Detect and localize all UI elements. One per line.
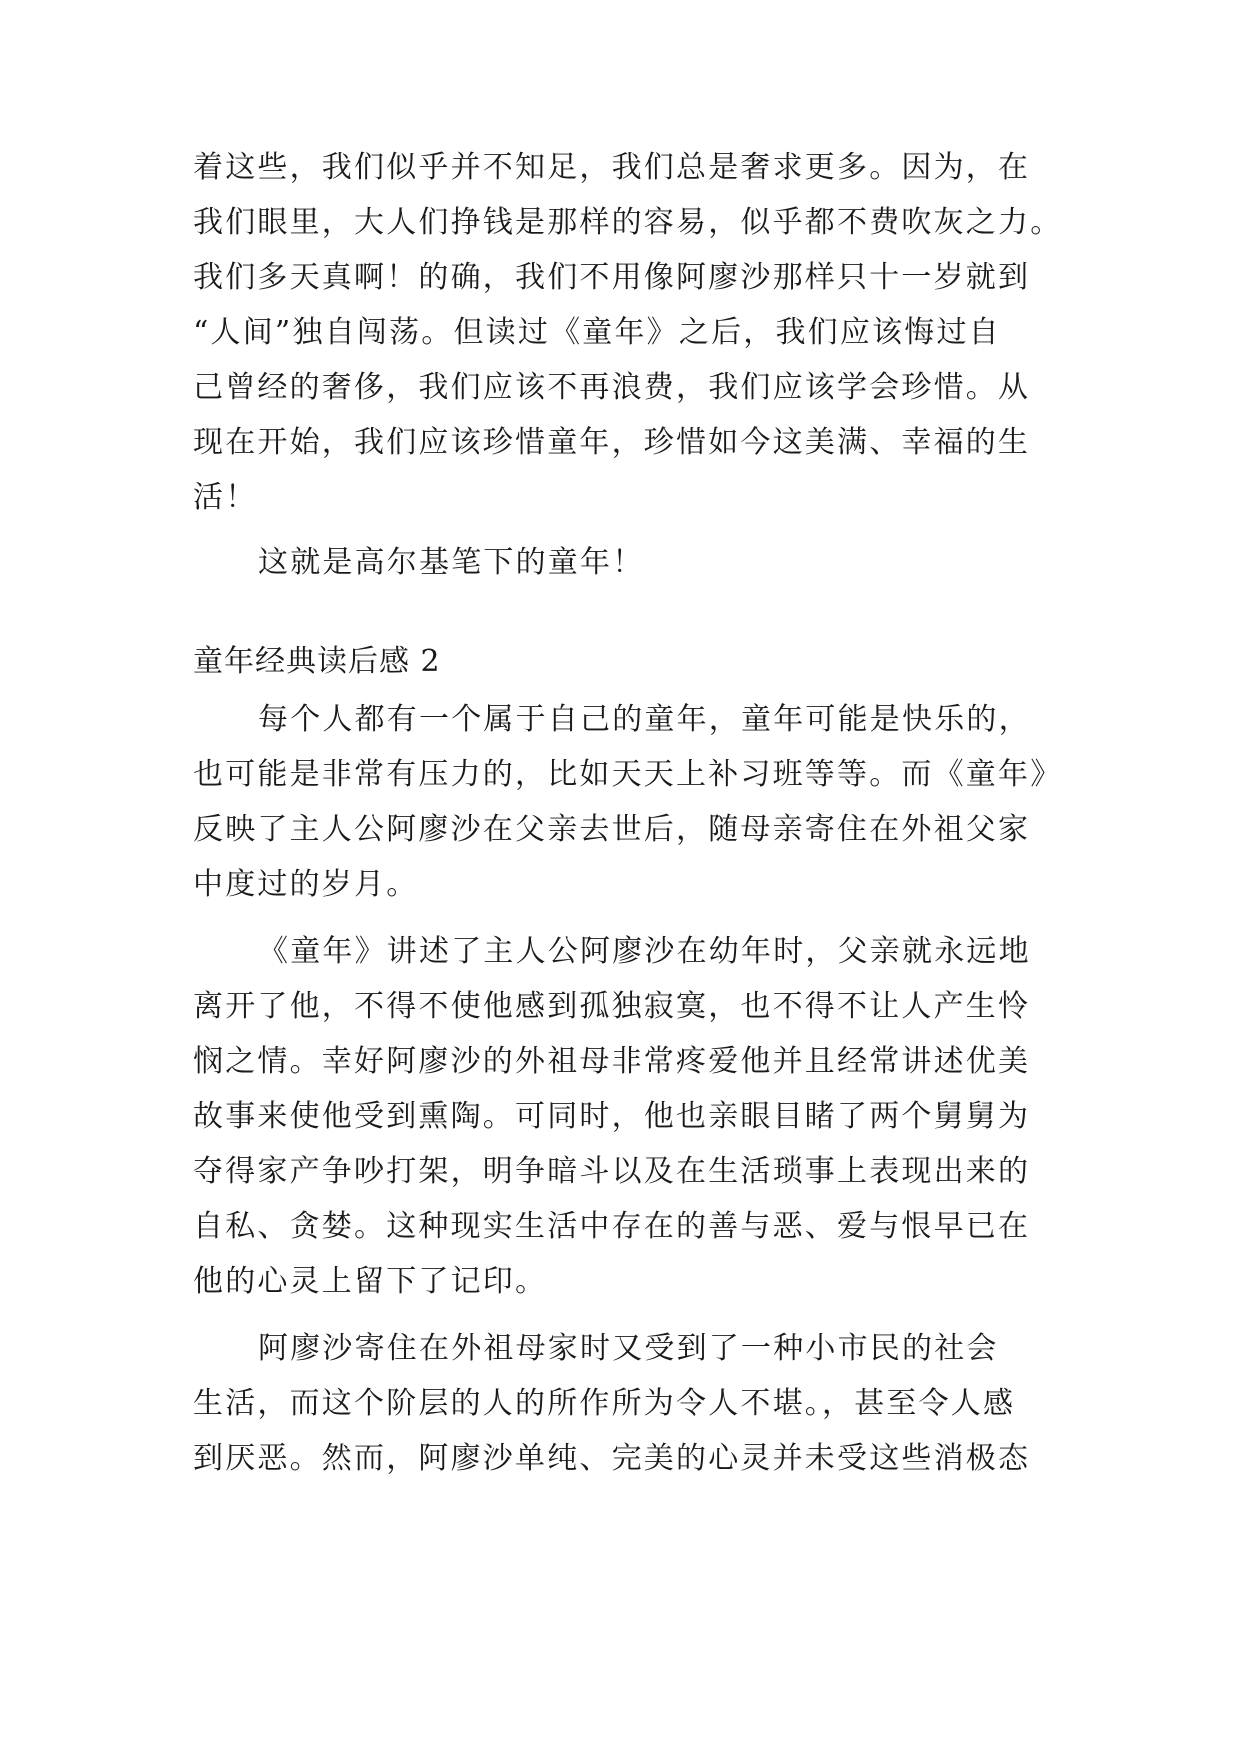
closing-line: 这就是高尔基笔下的童年！ [258, 545, 645, 580]
text-line: 中度过的岁月。 [193, 867, 419, 902]
text-line: 现在开始，我们应该珍惜童年，珍惜如今这美满、幸福的生 [193, 425, 1031, 460]
text-line: 悯之情。幸好阿廖沙的外祖母非常疼爱他并且经常讲述优美 [193, 1044, 1031, 1079]
text-line: 阿廖沙寄住在外祖母家时又受到了一种小市民的社会 [258, 1331, 999, 1366]
text-line: 我们多天真啊！的确，我们不用像阿廖沙那样只十一岁就到 [193, 260, 1031, 295]
text-line: 也可能是非常有压力的，比如天天上补习班等等。而《童年》 [193, 757, 1063, 792]
text-line: 生活，而这个阶层的人的所作所为令人不堪。，甚至令人感 [193, 1386, 1016, 1421]
text-line: 故事来使他受到熏陶。可同时，他也亲眼目睹了两个舅舅为 [193, 1099, 1031, 1134]
text-line: 活！ [193, 480, 258, 515]
text-line: “人间”独自闯荡。但读过《童年》之后，我们应该悔过自 [193, 315, 1001, 350]
text-line: 《童年》讲述了主人公阿廖沙在幼年时，父亲就永远地 [258, 934, 1031, 969]
text-line: 离开了他，不得不使他感到孤独寂寞，也不得不让人产生怜 [193, 989, 1031, 1024]
text-line: 到厌恶。然而，阿廖沙单纯、完美的心灵并未受这些消极态 [193, 1441, 1031, 1476]
text-line: 每个人都有一个属于自己的童年，童年可能是快乐的， [258, 702, 1031, 737]
section-title: 童年经典读后感 2 [193, 644, 441, 679]
text-line: 夺得家产争吵打架，明争暗斗以及在生活琐事上表现出来的 [193, 1154, 1031, 1189]
text-line: 反映了主人公阿廖沙在父亲去世后，随母亲寄住在外祖父家 [193, 812, 1031, 847]
text-line: 己曾经的奢侈，我们应该不再浪费，我们应该学会珍惜。从 [193, 370, 1031, 405]
text-line: 着这些，我们似乎并不知足，我们总是奢求更多。因为，在 [193, 150, 1031, 185]
text-line: 他的心灵上留下了记印。 [193, 1264, 548, 1299]
text-line: 自私、贪婪。这种现实生活中存在的善与恶、爱与恨早已在 [193, 1209, 1031, 1244]
text-line: 我们眼里，大人们挣钱是那样的容易，似乎都不费吹灰之力。 [193, 205, 1063, 240]
